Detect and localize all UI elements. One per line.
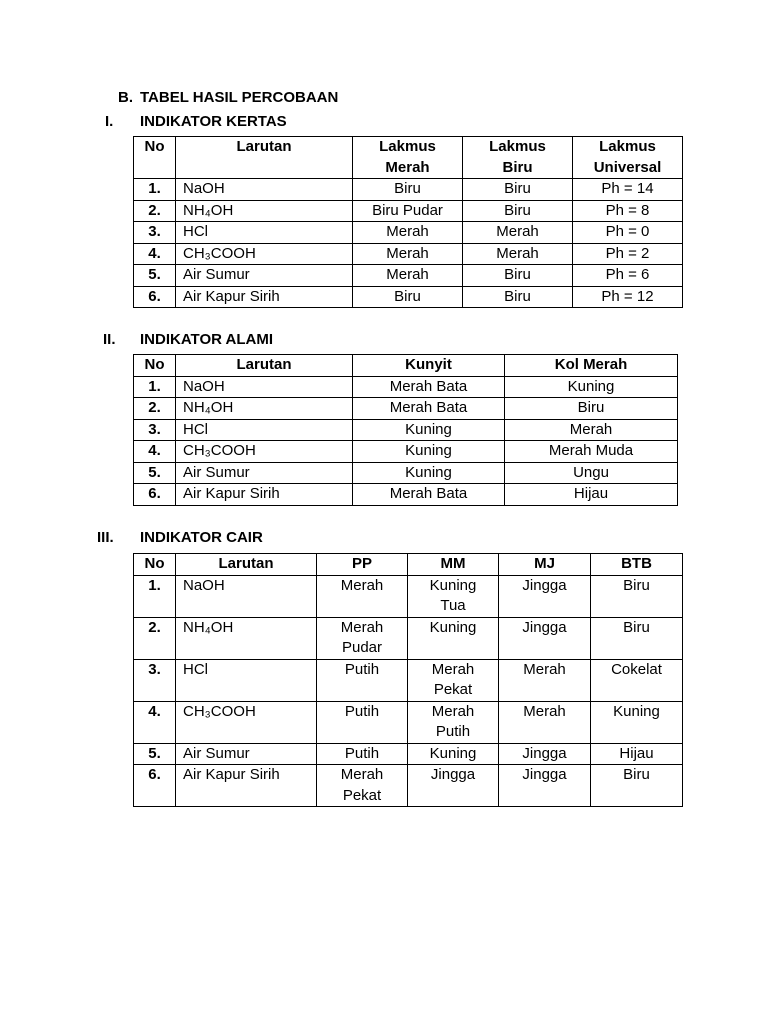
header-kunyit: Kunyit — [353, 355, 505, 377]
cell-no: 4. — [134, 701, 176, 743]
cell-larutan: NaOH — [176, 179, 353, 201]
table-row — [134, 243, 683, 265]
table-header-row — [134, 137, 683, 179]
cell-no: 2. — [134, 398, 176, 420]
cell-larutan: NH₄OH — [176, 200, 353, 222]
cell-pp: Merah Pekat — [317, 765, 408, 807]
cell-no: 1. — [134, 575, 176, 617]
cell-larutan: NH₄OH — [176, 398, 353, 420]
table-row — [134, 179, 683, 201]
cell-lakmus-biru: Biru — [463, 179, 573, 201]
cell-lakmus-merah: Merah — [353, 222, 463, 244]
header-lakmus-merah: Lakmus Merah — [353, 137, 463, 179]
cell-lakmus-merah: Merah — [353, 243, 463, 265]
document-heading — [0, 88, 768, 108]
cell-pp: Putih — [317, 701, 408, 743]
cell-lakmus-merah: Biru Pudar — [353, 200, 463, 222]
cell-no: 2. — [134, 617, 176, 659]
header-larutan: Larutan — [176, 355, 353, 377]
header-pp: PP — [317, 554, 408, 576]
section-title-alami — [0, 330, 768, 350]
cell-kol-merah: Kuning — [505, 376, 678, 398]
heading-title: TABEL HASIL PERCOBAAN — [140, 89, 339, 106]
cell-kol-merah: Ungu — [505, 462, 678, 484]
cell-larutan: Air Kapur Sirih — [176, 484, 353, 506]
cell-btb: Cokelat — [591, 659, 683, 701]
cell-mj: Jingga — [499, 575, 591, 617]
cell-lakmus-biru: Biru — [463, 200, 573, 222]
header-no: No — [134, 355, 176, 377]
section-numeral: II. — [103, 331, 116, 348]
cell-no: 5. — [134, 462, 176, 484]
cell-mm: Kuning Tua — [408, 575, 499, 617]
cell-btb: Hijau — [591, 743, 683, 765]
cell-mm: Kuning — [408, 617, 499, 659]
cell-no: 1. — [134, 179, 176, 201]
cell-no: 3. — [134, 222, 176, 244]
table-row — [134, 575, 683, 617]
cell-no: 5. — [134, 743, 176, 765]
cell-mj: Merah — [499, 701, 591, 743]
cell-lakmus-biru: Biru — [463, 286, 573, 308]
table-row — [134, 419, 678, 441]
header-btb: BTB — [591, 554, 683, 576]
results-table-alami — [133, 354, 678, 506]
table-row — [134, 200, 683, 222]
table-row — [134, 222, 683, 244]
header-no: No — [134, 554, 176, 576]
cell-no: 1. — [134, 376, 176, 398]
cell-larutan: Air Sumur — [176, 265, 353, 287]
cell-pp: Merah — [317, 575, 408, 617]
section-title-cair — [0, 528, 768, 548]
cell-larutan: NH₄OH — [176, 617, 317, 659]
cell-pp: Putih — [317, 743, 408, 765]
cell-larutan: Air Kapur Sirih — [176, 765, 317, 807]
heading-label: B. — [118, 89, 133, 106]
cell-no: 3. — [134, 659, 176, 701]
header-mm: MM — [408, 554, 499, 576]
cell-mm: Kuning — [408, 743, 499, 765]
cell-lakmus-universal: Ph = 14 — [573, 179, 683, 201]
cell-mj: Jingga — [499, 617, 591, 659]
cell-lakmus-biru: Merah — [463, 222, 573, 244]
header-mj: MJ — [499, 554, 591, 576]
cell-lakmus-merah: Biru — [353, 179, 463, 201]
table-row — [134, 441, 678, 463]
table-row — [134, 376, 678, 398]
section-title: INDIKATOR ALAMI — [140, 331, 274, 348]
cell-kol-merah: Biru — [505, 398, 678, 420]
cell-btb: Biru — [591, 765, 683, 807]
cell-no: 6. — [134, 765, 176, 807]
cell-mm: Merah Pekat — [408, 659, 499, 701]
cell-kol-merah: Merah — [505, 419, 678, 441]
table-header-row — [134, 355, 678, 377]
cell-pp: Putih — [317, 659, 408, 701]
cell-no: 4. — [134, 441, 176, 463]
cell-larutan: Air Kapur Sirih — [176, 286, 353, 308]
cell-mj: Jingga — [499, 743, 591, 765]
table-row — [134, 743, 683, 765]
cell-mm: Merah Putih — [408, 701, 499, 743]
cell-larutan: CH₃COOH — [176, 701, 317, 743]
cell-no: 4. — [134, 243, 176, 265]
cell-no: 5. — [134, 265, 176, 287]
cell-mm: Jingga — [408, 765, 499, 807]
cell-lakmus-biru: Biru — [463, 265, 573, 287]
table-row — [134, 286, 683, 308]
cell-lakmus-merah: Biru — [353, 286, 463, 308]
results-table-cair — [133, 553, 683, 807]
cell-kunyit: Kuning — [353, 419, 505, 441]
cell-btb: Biru — [591, 617, 683, 659]
table-row — [134, 765, 683, 807]
results-table-kertas — [133, 136, 683, 308]
cell-btb: Biru — [591, 575, 683, 617]
cell-larutan: Air Sumur — [176, 462, 353, 484]
header-lakmus-universal: Lakmus Universal — [573, 137, 683, 179]
cell-larutan: HCl — [176, 222, 353, 244]
cell-larutan: HCl — [176, 419, 353, 441]
cell-kunyit: Merah Bata — [353, 484, 505, 506]
cell-larutan: HCl — [176, 659, 317, 701]
cell-kunyit: Merah Bata — [353, 376, 505, 398]
cell-larutan: NaOH — [176, 575, 317, 617]
table-row — [134, 265, 683, 287]
cell-mj: Jingga — [499, 765, 591, 807]
cell-kol-merah: Hijau — [505, 484, 678, 506]
cell-lakmus-universal: Ph = 0 — [573, 222, 683, 244]
cell-larutan: Air Sumur — [176, 743, 317, 765]
section-title: INDIKATOR KERTAS — [140, 113, 287, 130]
table-row — [134, 484, 678, 506]
header-larutan: Larutan — [176, 137, 353, 179]
section-title: INDIKATOR CAIR — [140, 529, 263, 546]
cell-lakmus-universal: Ph = 12 — [573, 286, 683, 308]
table-row — [134, 462, 678, 484]
table-row — [134, 617, 683, 659]
cell-kol-merah: Merah Muda — [505, 441, 678, 463]
cell-lakmus-universal: Ph = 2 — [573, 243, 683, 265]
cell-kunyit: Merah Bata — [353, 398, 505, 420]
header-larutan: Larutan — [176, 554, 317, 576]
cell-larutan: NaOH — [176, 376, 353, 398]
cell-kunyit: Kuning — [353, 462, 505, 484]
table-row — [134, 398, 678, 420]
table-row — [134, 659, 683, 701]
section-numeral: I. — [105, 113, 114, 130]
cell-mj: Merah — [499, 659, 591, 701]
header-kol-merah: Kol Merah — [505, 355, 678, 377]
cell-lakmus-universal: Ph = 8 — [573, 200, 683, 222]
section-title-kertas — [0, 112, 768, 132]
cell-lakmus-biru: Merah — [463, 243, 573, 265]
cell-btb: Kuning — [591, 701, 683, 743]
cell-no: 6. — [134, 286, 176, 308]
cell-lakmus-universal: Ph = 6 — [573, 265, 683, 287]
cell-pp: Merah Pudar — [317, 617, 408, 659]
cell-larutan: CH₃COOH — [176, 243, 353, 265]
cell-no: 3. — [134, 419, 176, 441]
cell-no: 6. — [134, 484, 176, 506]
cell-lakmus-merah: Merah — [353, 265, 463, 287]
table-row — [134, 701, 683, 743]
header-lakmus-biru: Lakmus Biru — [463, 137, 573, 179]
table-header-row — [134, 554, 683, 576]
header-no: No — [134, 137, 176, 179]
section-numeral: III. — [97, 529, 114, 546]
cell-kunyit: Kuning — [353, 441, 505, 463]
cell-larutan: CH₃COOH — [176, 441, 353, 463]
cell-no: 2. — [134, 200, 176, 222]
